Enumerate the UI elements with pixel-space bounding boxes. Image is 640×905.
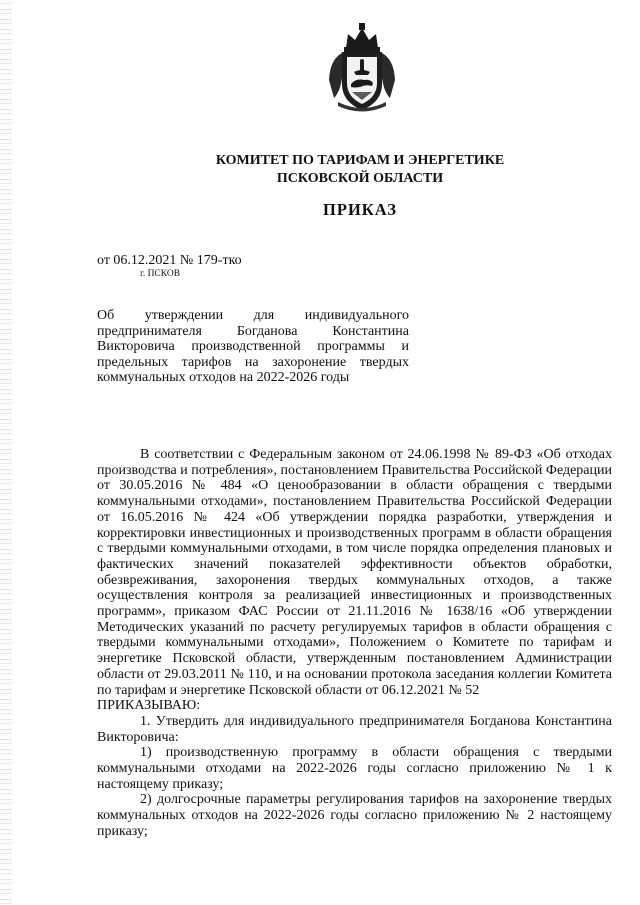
date-and-number: от 06.12.2021 № 179-тко [97,253,242,268]
document-type-title: ПРИКАЗ [323,200,397,219]
order-directive: ПРИКАЗЫВАЮ: [97,698,201,714]
scan-edge-artifact [0,0,12,905]
organization-name-line1: КОМИТЕТ ПО ТАРИФАМ И ЭНЕРГЕТИКЕ [215,153,505,168]
order-item-1-subitem-1: 1) производственную программу в области обращения с твердыми коммунальными отходами на 2022-2026 годы согласно приложению № 1 к настоящему приказу; [97,745,612,792]
order-item-1-subitem-2: 2) долгосрочные параметры регулирования тарифов на захоронение твердых коммунальных отходов на 2022-2026 годы согласно приложению № 2 настоящему приказу; [97,792,612,839]
organization-name-line2: ПСКОВСКОЙ ОБЛАСТИ [276,171,444,186]
order-item-1: 1. Утвердить для индивидуального предпринимателя Богданова Константина Викторовича: [97,713,612,745]
document-body [97,447,612,840]
coat-of-arms-icon [326,22,398,114]
preamble-paragraph: В соответствии с Федеральным законом от 24.06.1998 № 89-ФЗ «Об отходах производства и потребления», постановлением Правительства Российской Федерации от 30.05.2016 № 484 «О ценообразовании в области обращения с твердыми коммунальными отходами», постановлением Правительства Российской Федерации от 16.05.2016 № 424 «Об утверждении порядка разработки, утверждения и корректировки инвестиционных и производственных программ в области обращения с твердыми коммунальными отходами, в том числе порядка определения плановых и фактических значений показателей эффективности объектов обработки, обезвреживания, захоронения твердых коммунальных отходов, а также осуществления контроля за реализацией инвестиционных и производственных программ», приказом ФАС России от 21.11.2016 № 1638/16 «Об утверждении Методических указаний по расчету регулируемых тарифов в области обращения с твердыми коммунальными отходами», Положением о Комитете по тарифам и энергетике Псковской области, утвержденным постановлением Администрации области от 29.03.2011 № 110, и на основании протокола заседания коллегии Комитета по тарифам и энергетике Псковской области от 06.12.2021 № 52 [97,447,612,698]
document-subject: Об утверждении для индивидуального предпринимателя Богданова Константина Викторовича производственной программы и предельных тарифов на захоронение твердых коммунальных отходов на 2022-2026 годы [97,308,409,386]
organization-name [120,152,600,188]
city-label: г. ПСКОВ [140,269,181,279]
